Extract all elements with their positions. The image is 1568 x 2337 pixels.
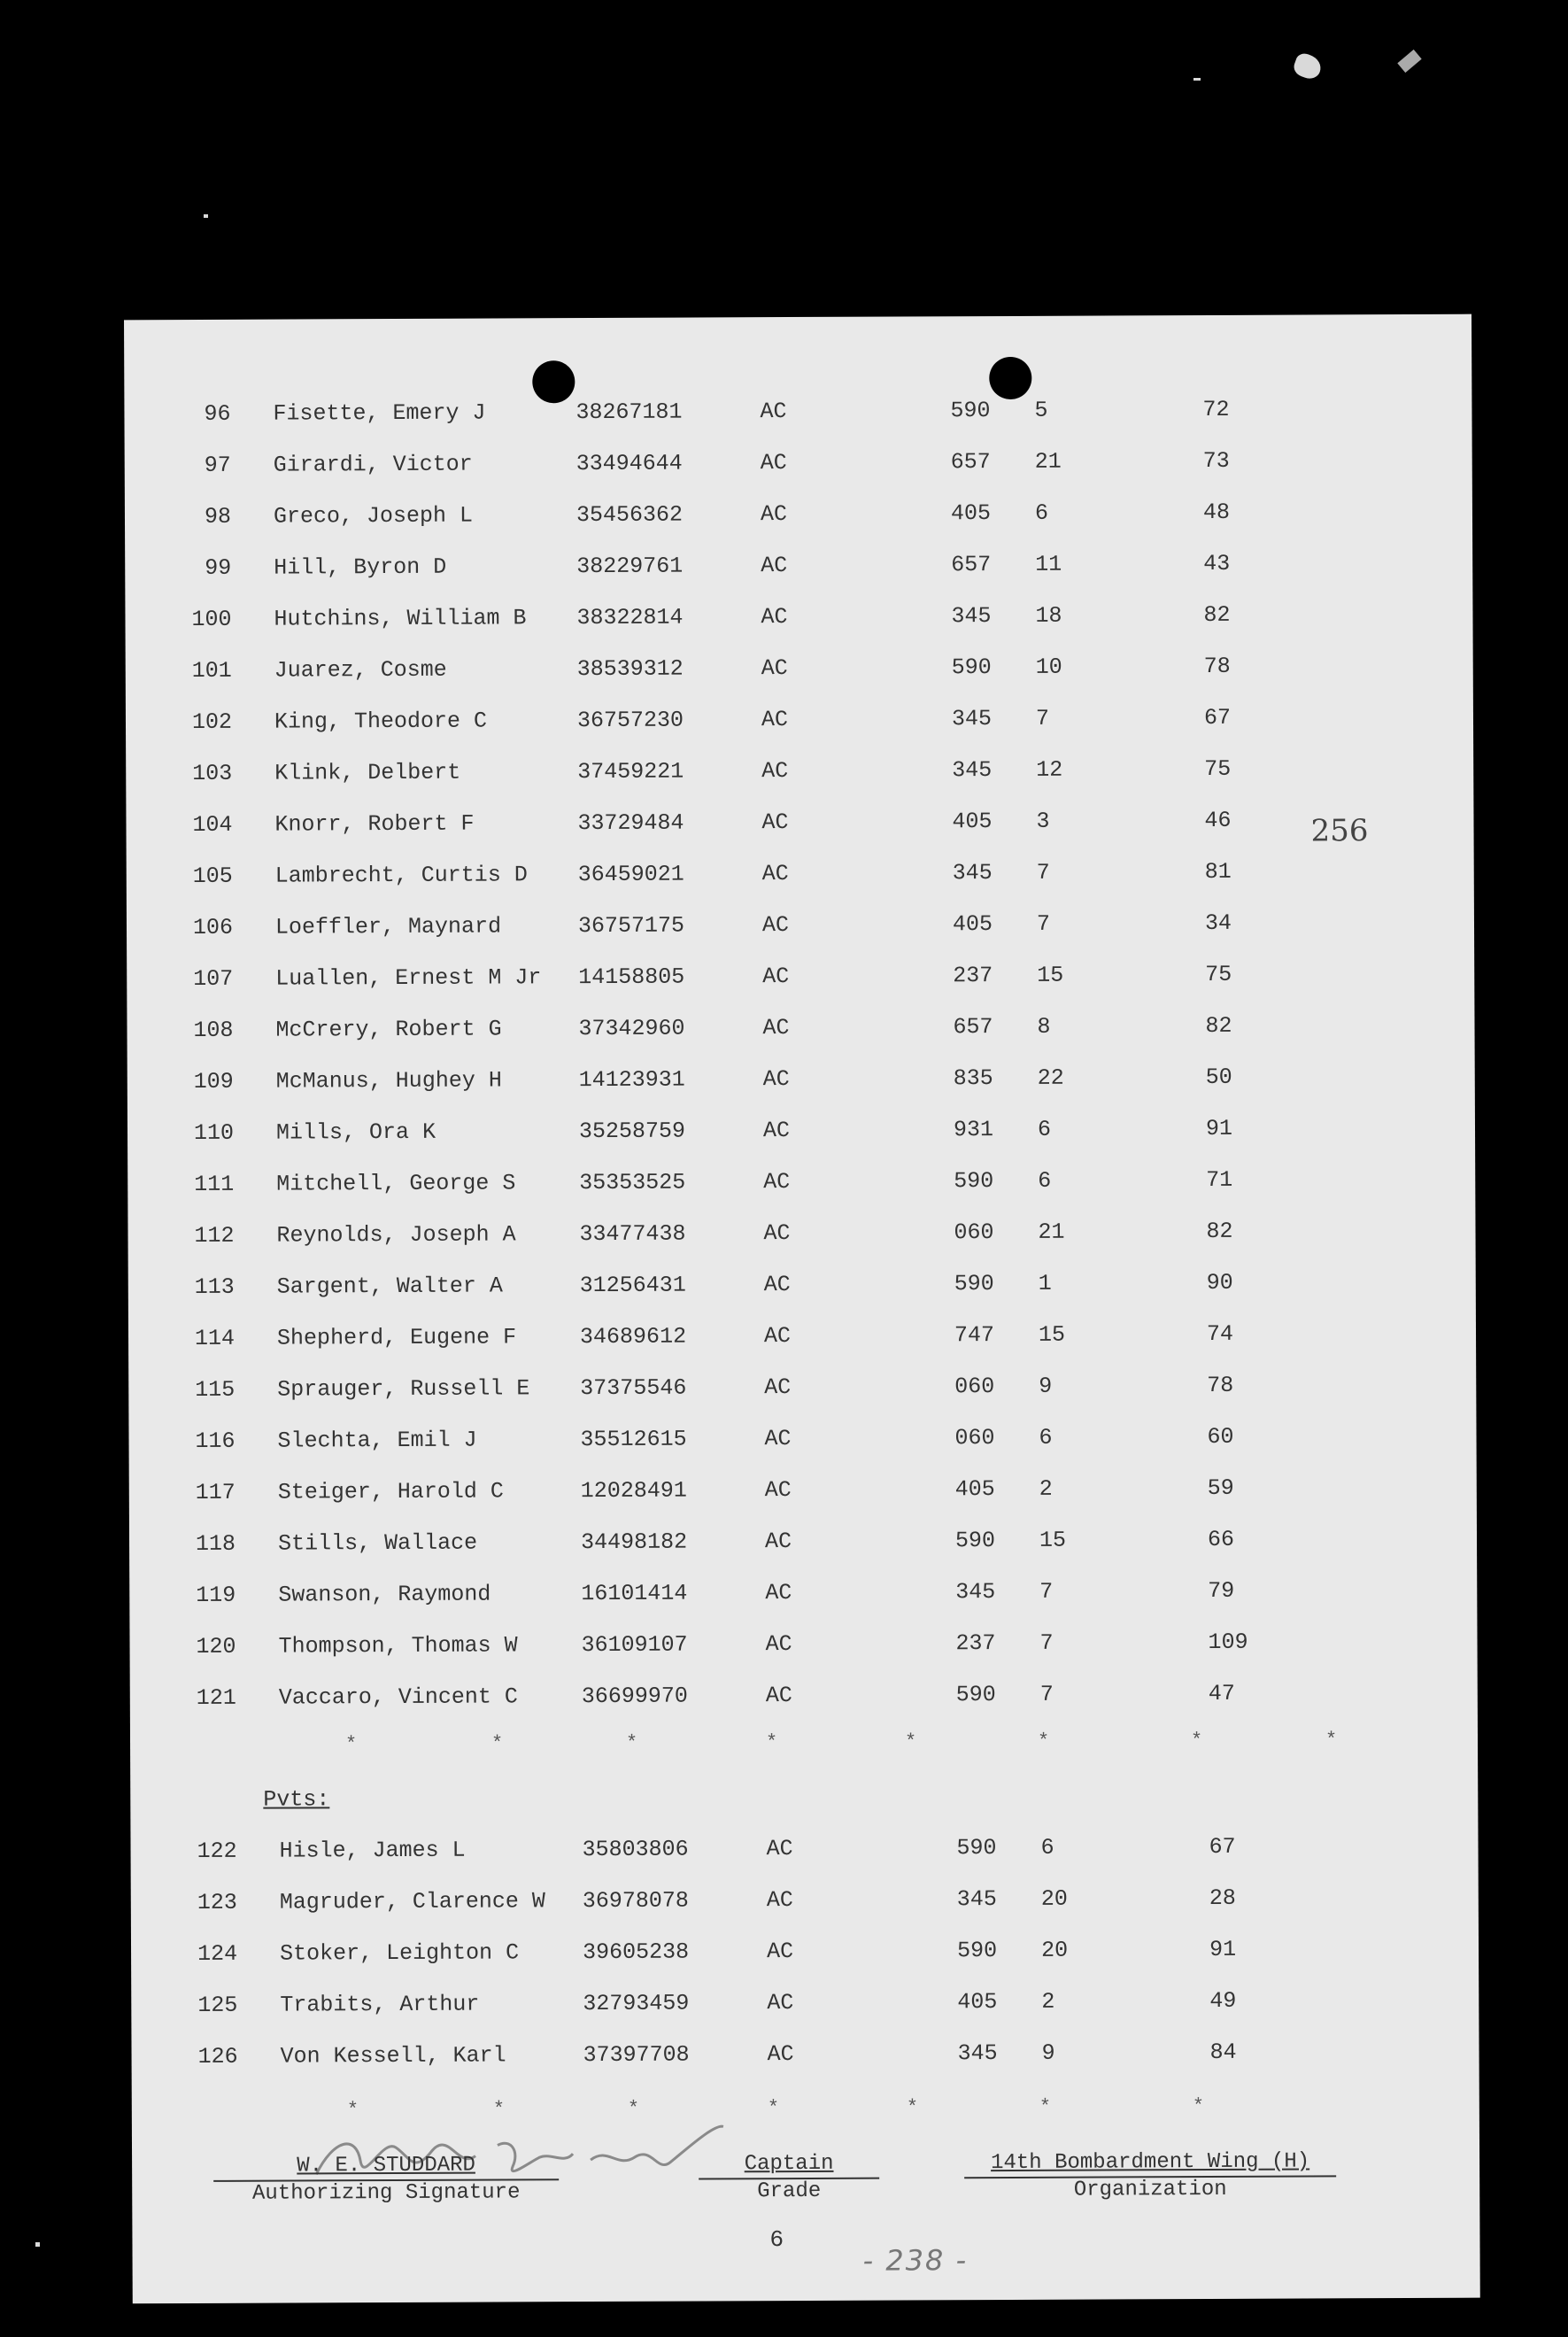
- value-1: 12: [1036, 756, 1063, 783]
- row-number: 104: [192, 811, 233, 838]
- row-number: 116: [195, 1428, 236, 1454]
- spec-code: 405: [954, 1476, 995, 1503]
- serial-number: 38539312: [576, 655, 684, 683]
- spec-code: 657: [950, 449, 991, 476]
- name: Hill, Byron D: [274, 553, 447, 581]
- row-number: 111: [194, 1171, 235, 1197]
- name: Sprauger, Russell E: [277, 1375, 530, 1403]
- name: Slechta, Emil J: [277, 1427, 477, 1454]
- serial-number: 34498182: [580, 1528, 688, 1556]
- table-row: [127, 1218, 1475, 1275]
- row-number: 123: [197, 1889, 237, 1915]
- signer-name: W. E. STUDDARD: [297, 2153, 475, 2178]
- name: Mitchell, George S: [276, 1170, 516, 1197]
- value-2: 81: [1204, 858, 1232, 885]
- value-2: 109: [1208, 1629, 1248, 1655]
- row-number: 124: [197, 1940, 238, 1967]
- spec-code: 237: [953, 963, 993, 989]
- name: Steiger, Harold C: [277, 1478, 504, 1505]
- table-row: [125, 499, 1472, 556]
- row-number: 114: [194, 1325, 236, 1351]
- name: Juarez, Cosme: [274, 656, 447, 684]
- roster-table: [124, 314, 1471, 2122]
- name: Magruder, Clarence W: [279, 1888, 545, 1915]
- serial-number: 32793459: [583, 1990, 690, 2017]
- name: McManus, Hughey H: [275, 1067, 502, 1095]
- row-number: 120: [196, 1633, 236, 1660]
- name: Sargent, Walter A: [276, 1273, 503, 1300]
- name: Fisette, Emery J: [273, 399, 486, 427]
- value-2: 82: [1205, 1012, 1232, 1039]
- separator-star: *: [904, 1730, 917, 1753]
- table-row: [127, 858, 1474, 916]
- row-number: 101: [191, 657, 232, 684]
- serial-number: 38267181: [575, 399, 683, 426]
- name: Vaccaro, Vincent C: [278, 1683, 518, 1711]
- branch: AC: [761, 707, 789, 733]
- serial-number: 37342960: [578, 1015, 685, 1042]
- serial-number: 37375546: [580, 1374, 687, 1402]
- value-2: 73: [1202, 447, 1230, 475]
- table-row: [127, 909, 1474, 967]
- table-row: [127, 1064, 1475, 1121]
- serial-number: 33494644: [575, 450, 683, 477]
- spec-code: 060: [954, 1425, 995, 1451]
- organization-caption: Organization: [1073, 2177, 1227, 2202]
- branch: AC: [760, 399, 787, 425]
- value-1: 11: [1035, 551, 1062, 577]
- value-2: 43: [1203, 550, 1231, 577]
- serial-number: 35258759: [578, 1118, 686, 1145]
- serial-number: 35803806: [582, 1836, 689, 1863]
- serial-number: 14158805: [578, 963, 685, 991]
- value-2: 60: [1207, 1423, 1234, 1450]
- scan-speck: [35, 2242, 40, 2247]
- table-row: [126, 807, 1473, 864]
- separator-star: *: [767, 2097, 780, 2120]
- name: Shepherd, Eugene F: [276, 1324, 517, 1351]
- table-row: [125, 601, 1472, 659]
- separator-star: *: [625, 1731, 638, 1754]
- row-number: 121: [196, 1684, 236, 1711]
- name: Thompson, Thomas W: [278, 1632, 518, 1660]
- branch: AC: [761, 553, 788, 579]
- value-1: 6: [1038, 1167, 1052, 1194]
- row-number: 102: [191, 708, 233, 735]
- value-1: 9: [1041, 2039, 1055, 2066]
- value-2: 90: [1206, 1269, 1233, 1296]
- name: Loeffler, Maynard: [274, 913, 502, 940]
- branch: AC: [764, 1477, 792, 1504]
- value-1: 6: [1040, 1834, 1054, 1861]
- branch: AC: [761, 758, 789, 785]
- row-number: 110: [193, 1119, 235, 1146]
- row-number: 119: [196, 1582, 236, 1608]
- serial-number: 36757230: [576, 707, 684, 734]
- punch-hole: [532, 360, 575, 403]
- separator-star: *: [492, 2098, 506, 2121]
- handwritten-page-number: - 238 -: [862, 2243, 969, 2278]
- name: McCrery, Robert G: [275, 1016, 502, 1043]
- value-2: 59: [1207, 1474, 1234, 1501]
- spec-code: 405: [952, 911, 993, 938]
- spec-code: 345: [955, 1579, 996, 1606]
- row-number: 126: [197, 2043, 238, 2070]
- serial-number: 35353525: [579, 1169, 686, 1196]
- value-2: 47: [1208, 1680, 1235, 1706]
- value-2: 48: [1202, 499, 1231, 526]
- name: Girardi, Victor: [273, 451, 473, 478]
- name: Von Kessell, Karl: [280, 2042, 506, 2070]
- separator-star: *: [627, 2097, 640, 2120]
- table-row: [126, 704, 1473, 762]
- spec-code: 835: [953, 1065, 993, 1092]
- scan-speck: [1291, 51, 1324, 82]
- serial-number: 14123931: [578, 1066, 685, 1094]
- branch: AC: [761, 861, 789, 887]
- organization-block: [964, 2149, 1336, 2202]
- branch: AC: [762, 1015, 790, 1041]
- spec-code: 405: [950, 500, 992, 527]
- serial-number: 39605238: [582, 1938, 690, 1966]
- table-row: [130, 1833, 1478, 1891]
- value-2: 67: [1209, 1833, 1236, 1860]
- spec-code: 657: [953, 1014, 993, 1041]
- row-number: 100: [191, 606, 232, 632]
- separator-star: *: [1039, 2095, 1052, 2118]
- section-title: Pvts:: [263, 1786, 330, 1813]
- branch: AC: [762, 963, 790, 990]
- table-row: [125, 550, 1472, 607]
- separator-star: *: [490, 1732, 504, 1755]
- row-number: 96: [204, 400, 231, 427]
- name: Hutchins, William B: [274, 605, 527, 632]
- table-row: [129, 1629, 1477, 1686]
- name: Reynolds, Joseph A: [276, 1221, 516, 1249]
- branch: AC: [765, 1580, 792, 1606]
- separator-star: *: [344, 1733, 358, 1756]
- spec-code: 590: [954, 1168, 994, 1195]
- grade-caption: Grade: [757, 2178, 822, 2204]
- value-1: 7: [1036, 859, 1050, 886]
- table-row: [124, 396, 1471, 453]
- branch: AC: [767, 2041, 794, 2068]
- name: Knorr, Robert F: [274, 810, 475, 838]
- value-2: 91: [1205, 1115, 1233, 1141]
- value-1: 10: [1035, 654, 1062, 680]
- branch: AC: [763, 1323, 792, 1350]
- value-1: 2: [1039, 1475, 1053, 1502]
- grade-block: [699, 2152, 879, 2204]
- table-row: [129, 1526, 1477, 1583]
- side-number: 256: [1310, 813, 1369, 849]
- value-2: 82: [1206, 1218, 1233, 1244]
- branch: AC: [764, 1528, 792, 1555]
- value-1: 21: [1034, 448, 1062, 475]
- row-number: 106: [192, 914, 234, 940]
- spec-code: 345: [952, 757, 993, 784]
- punch-hole: [989, 357, 1031, 399]
- signature-caption: Authorizing Signature: [251, 2180, 521, 2206]
- value-2: 91: [1209, 1936, 1237, 1962]
- serial-number: 36459021: [577, 861, 684, 888]
- value-2: 71: [1206, 1166, 1233, 1193]
- spec-code: 747: [954, 1322, 995, 1349]
- value-1: 3: [1036, 808, 1050, 834]
- page-number: 6: [769, 2226, 784, 2254]
- serial-number: 38229761: [576, 553, 684, 580]
- spec-code: 345: [956, 1886, 997, 1913]
- value-2: 84: [1209, 2039, 1237, 2065]
- organization-value: 14th Bombardment Wing (H): [991, 2149, 1310, 2176]
- branch: AC: [764, 1426, 792, 1452]
- value-2: 75: [1205, 961, 1232, 987]
- table-row: [127, 1012, 1474, 1070]
- row-number: 117: [195, 1479, 236, 1505]
- serial-number: 36109107: [581, 1631, 688, 1659]
- branch: AC: [761, 604, 788, 631]
- table-row: [129, 1474, 1477, 1532]
- value-2: 72: [1202, 396, 1230, 423]
- table-row: [128, 1372, 1476, 1429]
- value-2: 34: [1204, 909, 1232, 936]
- value-1: 6: [1039, 1424, 1053, 1451]
- branch: AC: [763, 1169, 791, 1196]
- branch: AC: [766, 1836, 793, 1862]
- value-1: 5: [1034, 397, 1048, 423]
- branch: AC: [763, 1272, 791, 1298]
- table-row: [131, 1884, 1479, 1942]
- row-number: 113: [194, 1273, 235, 1300]
- row-number: 125: [197, 1992, 238, 2018]
- scan-speck: [204, 214, 208, 218]
- spec-code: 345: [957, 2040, 998, 2067]
- spec-code: 237: [955, 1630, 996, 1657]
- spec-code: 590: [951, 654, 992, 681]
- separator-star: *: [1190, 1730, 1203, 1753]
- value-1: 7: [1039, 1578, 1054, 1605]
- separator-star: *: [1192, 2095, 1205, 2118]
- value-1: 15: [1039, 1527, 1067, 1553]
- sergeants-rows: [124, 314, 1471, 1711]
- separator-star: *: [1037, 1730, 1050, 1753]
- branch: AC: [762, 1066, 790, 1093]
- value-1: 21: [1038, 1219, 1065, 1245]
- spec-code: 590: [954, 1271, 994, 1297]
- separator-star: *: [765, 1731, 778, 1754]
- table-row: [127, 1115, 1475, 1172]
- name: Mills, Ora K: [275, 1118, 436, 1146]
- value-2: 49: [1209, 1987, 1237, 2014]
- serial-number: 34689612: [579, 1323, 687, 1350]
- name: Swanson, Raymond: [278, 1581, 491, 1608]
- spec-code: 345: [951, 706, 993, 732]
- serial-number: 33729484: [577, 809, 684, 837]
- table-row: [128, 1423, 1476, 1481]
- row-number: 115: [195, 1376, 236, 1403]
- name: Hisle, James L: [279, 1837, 466, 1864]
- spec-code: 060: [954, 1219, 994, 1246]
- branch: AC: [766, 1938, 794, 1965]
- serial-number: 12028491: [580, 1477, 687, 1505]
- value-2: 28: [1209, 1884, 1236, 1911]
- serial-number: 35456362: [575, 501, 684, 529]
- table-row: [129, 1577, 1477, 1635]
- separator-star: *: [906, 2096, 919, 2119]
- branch: AC: [760, 450, 787, 476]
- spec-code: 060: [954, 1374, 995, 1400]
- row-number: 118: [195, 1530, 236, 1557]
- row-number: 109: [193, 1068, 234, 1095]
- table-row: [131, 1987, 1479, 2045]
- value-1: 8: [1037, 1013, 1051, 1040]
- name: King, Theodore C: [274, 708, 488, 735]
- separator-star: *: [346, 2099, 359, 2122]
- table-row: [127, 1166, 1475, 1224]
- name: Luallen, Ernest M Jr: [275, 964, 542, 992]
- value-2: 82: [1203, 601, 1231, 629]
- spec-code: 590: [956, 1938, 998, 1964]
- serial-number: 37397708: [583, 2041, 690, 2069]
- branch: AC: [764, 1374, 792, 1401]
- scan-speck: [1397, 50, 1421, 73]
- row-number: 99: [205, 554, 232, 581]
- spec-code: 405: [952, 809, 993, 835]
- serial-number: 37459221: [577, 758, 684, 785]
- table-row: [125, 447, 1472, 505]
- name: Greco, Joseph L: [273, 502, 474, 530]
- serial-number: 16101414: [581, 1580, 688, 1607]
- value-2: 74: [1206, 1320, 1234, 1347]
- value-2: 75: [1204, 755, 1232, 783]
- value-2: 78: [1203, 653, 1231, 680]
- row-number: 97: [204, 452, 231, 478]
- table-row: [130, 1680, 1478, 1737]
- value-2: 66: [1207, 1526, 1235, 1552]
- name: Klink, Delbert: [274, 759, 461, 786]
- spec-code: 345: [952, 860, 993, 886]
- branch: AC: [767, 1990, 794, 2016]
- value-1: 22: [1037, 1064, 1064, 1091]
- value-1: 7: [1039, 1681, 1054, 1707]
- name: Stoker, Leighton C: [279, 1939, 520, 1967]
- row-number: 103: [192, 760, 233, 786]
- document-page: [124, 314, 1480, 2304]
- spec-code: 590: [956, 1835, 997, 1861]
- grade-value: Captain: [744, 2151, 834, 2177]
- serial-number: 38322814: [576, 604, 684, 631]
- branch: AC: [761, 912, 790, 939]
- value-1: 7: [1039, 1629, 1054, 1656]
- branch: AC: [760, 501, 788, 528]
- value-1: 18: [1035, 602, 1062, 629]
- value-1: 7: [1035, 705, 1050, 731]
- value-1: 6: [1037, 1116, 1052, 1142]
- branch: AC: [761, 655, 788, 682]
- value-2: 67: [1203, 704, 1232, 731]
- table-row: [128, 1269, 1476, 1327]
- branch: AC: [766, 1887, 793, 1914]
- name: Trabits, Arthur: [280, 1991, 480, 2018]
- scan-speck: [1193, 78, 1201, 81]
- row-number: 98: [204, 503, 232, 530]
- separator-star: *: [1325, 1729, 1338, 1752]
- spec-code: 931: [953, 1117, 994, 1143]
- name: Lambrecht, Curtis D: [274, 862, 528, 889]
- value-2: 78: [1207, 1372, 1234, 1398]
- table-row: [127, 961, 1474, 1018]
- value-1: 6: [1034, 499, 1049, 526]
- value-1: 9: [1039, 1373, 1053, 1399]
- spec-code: 590: [950, 398, 991, 424]
- value-2: 50: [1205, 1064, 1232, 1090]
- value-2: 46: [1204, 807, 1232, 834]
- serial-number: 36757175: [577, 912, 685, 940]
- branch: AC: [765, 1631, 792, 1658]
- table-row: [126, 755, 1473, 813]
- value-1: 15: [1038, 1321, 1066, 1348]
- branch: AC: [763, 1220, 791, 1247]
- spec-code: 405: [957, 1989, 998, 2016]
- branch: AC: [761, 809, 789, 836]
- value-1: 1: [1038, 1270, 1052, 1296]
- spec-code: 590: [955, 1682, 996, 1708]
- branch: AC: [762, 1118, 791, 1144]
- value-1: 20: [1040, 1937, 1069, 1963]
- serial-number: 36978078: [582, 1887, 689, 1915]
- value-1: 20: [1040, 1885, 1068, 1912]
- branch: AC: [765, 1683, 792, 1709]
- table-row: [132, 2039, 1479, 2096]
- row-number: 107: [193, 965, 234, 992]
- row-number: 105: [192, 863, 233, 889]
- table-row: [128, 1320, 1476, 1378]
- spec-code: 590: [954, 1528, 996, 1554]
- value-1: 7: [1036, 910, 1051, 937]
- serial-number: 31256431: [579, 1272, 686, 1299]
- row-number: 122: [197, 1838, 237, 1864]
- serial-number: 35512615: [580, 1426, 687, 1453]
- spec-code: 657: [951, 552, 992, 578]
- table-row: [131, 1936, 1479, 1993]
- serial-number: 33477438: [579, 1220, 686, 1248]
- separator-row: [130, 1729, 1478, 1761]
- value-1: 2: [1041, 1988, 1055, 2015]
- row-number: 112: [194, 1222, 235, 1249]
- table-row: [126, 653, 1473, 710]
- value-1: 15: [1037, 962, 1064, 988]
- serial-number: 36699970: [581, 1683, 688, 1710]
- authorizing-signature-block: [213, 2153, 559, 2206]
- spec-code: 345: [951, 603, 992, 630]
- value-2: 79: [1208, 1577, 1235, 1604]
- name: Stills, Wallace: [277, 1529, 478, 1557]
- row-number: 108: [193, 1017, 234, 1043]
